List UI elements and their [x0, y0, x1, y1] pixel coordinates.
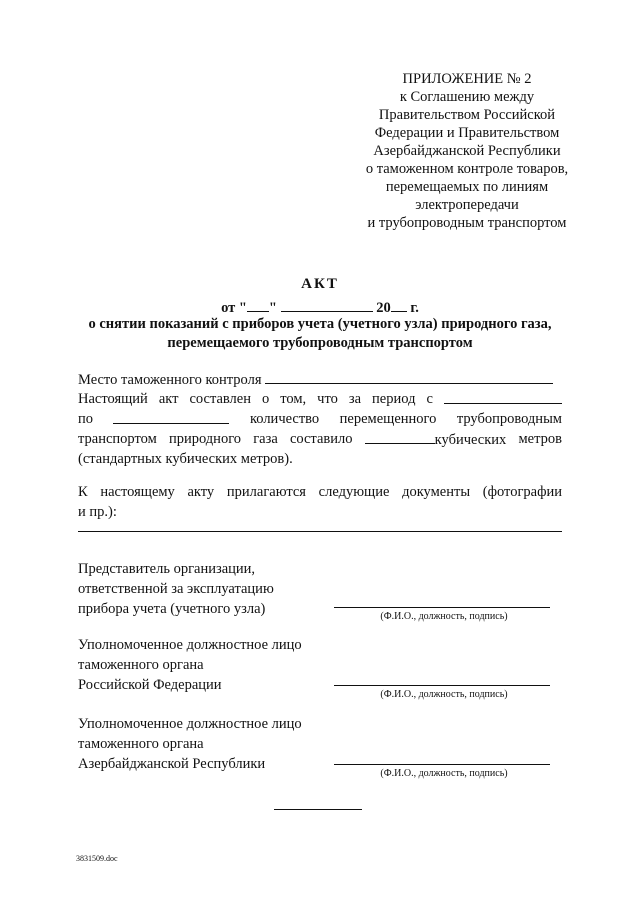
signature-label-line: ответственной за эксплуатацию — [78, 581, 274, 597]
period-word: акт — [158, 391, 179, 407]
annex-line: перемещаемых по линиям — [385, 179, 549, 195]
volume-blank — [365, 429, 435, 444]
annex-line: электропередачи — [415, 197, 519, 213]
signature-line-organization — [334, 607, 550, 608]
annex-line: Азербайджанской Республики — [373, 143, 561, 159]
period-word: о — [262, 391, 270, 407]
annex-line: к Соглашению между — [399, 89, 535, 105]
period-word: с — [426, 391, 433, 407]
signature-label-azerbaijan — [78, 714, 302, 774]
cubic-word: кубических — [434, 432, 507, 448]
annex-header — [322, 70, 612, 232]
attach-word: следующие — [318, 484, 390, 500]
signature-label-line: Уполномоченное должностное лицо — [78, 637, 302, 653]
period-start-blank — [444, 389, 562, 404]
cubic-word: метров — [518, 431, 562, 447]
subject-line: о снятии показаний с приборов учета (учетного узла) природного газа, — [88, 316, 552, 332]
subject-line: перемещаемого трубопроводным транспортом — [167, 335, 473, 351]
signature-line-russia — [334, 685, 550, 686]
transport-line — [78, 429, 562, 450]
closing-rule — [274, 809, 362, 810]
document-subject — [50, 315, 590, 353]
signature-line-azerbaijan — [334, 764, 550, 765]
quantity-word: количество — [249, 411, 320, 427]
annex-line: Федерации и Правительством — [374, 125, 560, 141]
period-line — [78, 389, 562, 409]
period-to-word: по — [78, 411, 94, 427]
attach-line-end: и пр.): — [78, 504, 117, 520]
document-file-id: 3831509.doc — [76, 854, 118, 863]
volume-blank-group — [365, 429, 507, 450]
annex-line: Правительством Российской — [378, 107, 556, 123]
annex-line: о таможенном контроле товаров, — [365, 161, 569, 177]
date-quote: " — [268, 300, 277, 316]
signature-label-line: Азербайджанской Республики — [78, 756, 266, 772]
place-label: Место таможенного контроля — [78, 372, 262, 388]
date-from-label: от " — [221, 300, 247, 316]
period-word: составлен — [189, 391, 251, 407]
document-title: АКТ — [301, 276, 339, 292]
attach-line — [78, 482, 562, 502]
quantity-line — [78, 409, 562, 429]
signature-caption: (Ф.И.О., должность, подпись) — [380, 768, 508, 779]
period-word: Настоящий — [78, 391, 148, 407]
transport-word: составило — [289, 431, 353, 447]
transport-word: транспортом — [78, 431, 157, 447]
attach-word: документы — [402, 484, 471, 500]
place-line — [78, 369, 562, 390]
annex-title: ПРИЛОЖЕНИЕ № 2 — [402, 71, 532, 87]
period-word: что — [317, 391, 338, 407]
date-month-blank — [281, 297, 373, 312]
attach-word: (фотографии — [482, 484, 562, 500]
place-blank — [265, 369, 553, 384]
standard-line: (стандартных кубических метров). — [78, 451, 293, 467]
attach-word: К — [78, 484, 88, 500]
transport-word: природного — [168, 431, 242, 447]
signature-label-line: прибора учета (учетного узла) — [78, 601, 266, 617]
signature-label-line: Представитель организации, — [78, 561, 256, 577]
date-year: 20 — [376, 300, 391, 316]
period-word: за — [348, 391, 362, 407]
signature-label-russia — [78, 635, 302, 695]
quantity-word: перемещенного — [339, 411, 437, 427]
annex-line: и трубопроводным транспортом — [367, 215, 567, 231]
signature-label-organization — [78, 559, 274, 619]
period-word: период — [372, 391, 416, 407]
attachments-rule — [78, 531, 562, 532]
period-end-blank — [113, 409, 229, 424]
attach-word: прилагаются — [226, 484, 306, 500]
attach-word: настоящему — [100, 484, 175, 500]
attach-word: акту — [187, 484, 215, 500]
signature-label-line: Уполномоченное должностное лицо — [78, 716, 302, 732]
document-date-line — [0, 297, 640, 317]
quantity-word: трубопроводным — [456, 411, 562, 427]
date-year-suffix: г. — [410, 300, 419, 316]
signature-label-line: таможенного органа — [78, 657, 204, 673]
transport-word: газа — [253, 431, 278, 447]
date-day-blank — [247, 297, 269, 312]
signature-label-line: Российской Федерации — [78, 677, 222, 693]
period-word: том, — [280, 391, 307, 407]
date-year-blank — [391, 297, 407, 312]
signature-caption: (Ф.И.О., должность, подпись) — [380, 611, 508, 622]
signature-caption: (Ф.И.О., должность, подпись) — [380, 689, 508, 700]
signature-label-line: таможенного органа — [78, 736, 204, 752]
